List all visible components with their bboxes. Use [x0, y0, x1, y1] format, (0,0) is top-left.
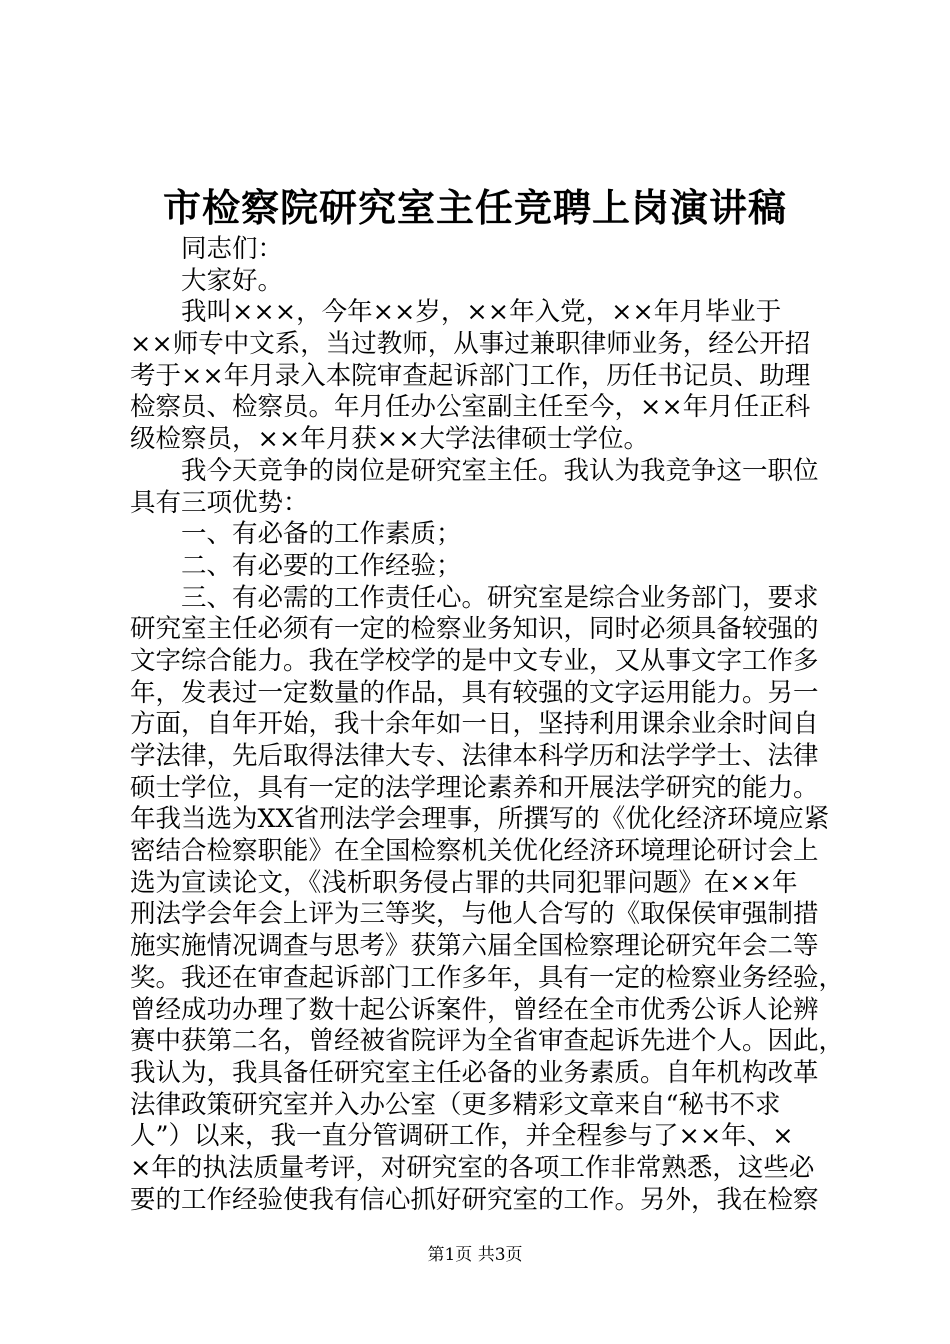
text-line: 具有三项优势：	[130, 487, 309, 518]
text-line: 年，发表过一定数量的作品，具有较强的文字运用能力。另一	[130, 677, 819, 708]
text-line: 要的工作经验使我有信心抓好研究室的工作。另外，我在检察	[130, 1184, 819, 1215]
text-line: 我认为，我具备任研究室主任必备的业务素质。自年机构改革	[130, 1057, 819, 1088]
page-title: 市检察院研究室主任竞聘上岗演讲稿	[162, 185, 787, 230]
text-line: 三、有必需的工作责任心。研究室是综合业务部门，要求	[130, 582, 819, 613]
text-line: 选为宣读论文，《浅析职务侵占罪的共同犯罪问题》在××年	[130, 867, 798, 898]
text-line: 一、有必备的工作素质；	[130, 519, 462, 550]
text-line: 施实施情况调查与思考》获第六届全国检察理论研究年会二等	[130, 931, 819, 962]
page-number-footer: 第1页 共3页	[427, 1245, 523, 1265]
text-line: 同志们：	[130, 234, 284, 264]
text-line: 密结合检察职能》在全国检察机关优化经济环境理论研讨会上	[130, 836, 819, 867]
text-line: 大家好。	[130, 265, 284, 296]
text-line: 曾经成功办理了数十起公诉案件，曾经在全市优秀公诉人论辨	[130, 994, 819, 1025]
text-line: 学法律，先后取得法律大专、法律本科学历和法学学士、法律	[130, 741, 819, 771]
text-line: 人”）以来，我一直分管调研工作，并全程参与了××年、×	[130, 1121, 794, 1152]
text-line: 硕士学位，具有一定的法学理论素养和开展法学研究的能力。	[130, 772, 819, 803]
document-body	[130, 234, 845, 1216]
text-line: ×年的执法质量考评，对研究室的各项工作非常熟悉，这些必	[130, 1152, 815, 1183]
text-line: 级检察员，××年月获××大学法律硕士学位。	[130, 424, 649, 455]
text-line: 研究室主任必须有一定的检察业务知识，同时必须具备较强的	[130, 614, 819, 645]
text-line: 法律政策研究室并入办公室（更多精彩文章来自“秘书不求	[130, 1089, 781, 1120]
text-line: 年我当选为XX省刑法学会理事，所撰写的《优化经济环境应紧	[130, 804, 830, 835]
text-line: 二、有必要的工作经验；	[130, 550, 462, 581]
text-line: 方面，自年开始，我十余年如一日，坚持利用课余业余时间自	[130, 709, 819, 740]
text-line: 检察员、检察员。年月任办公室副主任至今，××年月任正科	[130, 392, 811, 423]
text-line: 奖。我还在审查起诉部门工作多年，具有一定的检察业务经验，	[130, 962, 845, 993]
text-line: 文字综合能力。我在学校学的是中文专业，又从事文字工作多	[130, 645, 819, 676]
text-line: 赛中获第二名，曾经被省院评为全省审查起诉先进个人。因此，	[130, 1026, 845, 1057]
text-line: 我今天竞争的岗位是研究室主任。我认为我竞争这一职位	[130, 455, 819, 486]
text-line: 考于××年月录入本院审查起诉部门工作，历任书记员、助理	[130, 360, 811, 391]
text-line: 刑法学会年会上评为三等奖，与他人合写的《取保侯审强制措	[130, 899, 819, 930]
text-line: 我叫×××，今年××岁，××年入党，××年月毕业于	[130, 297, 782, 328]
text-line: ××师专中文系，当过教师，从事过兼职律师业务，经公开招	[130, 329, 811, 360]
